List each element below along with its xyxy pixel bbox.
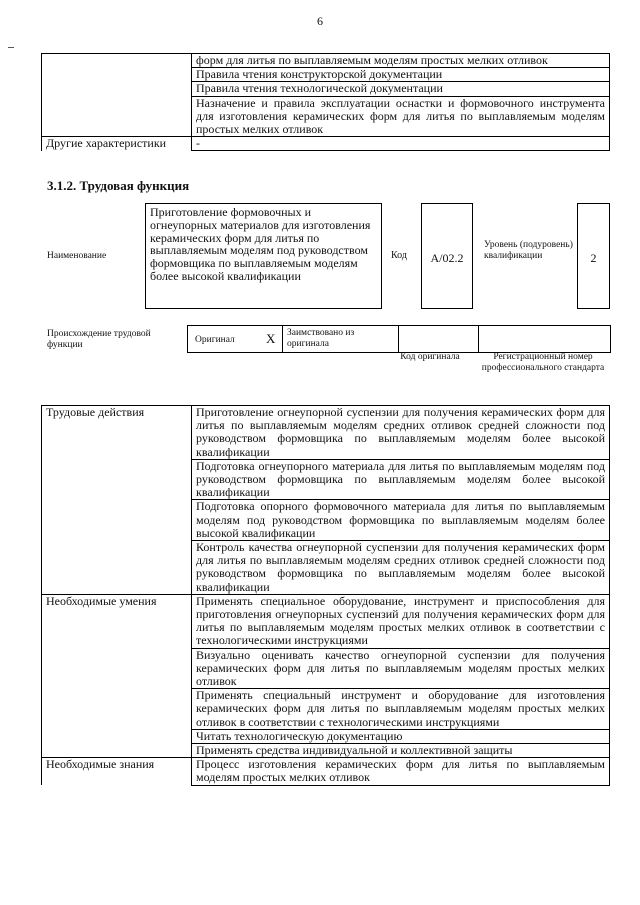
knowledge-item: Правила чтения технологической документации (192, 82, 610, 96)
empty-label-cell (42, 68, 192, 82)
margin-mark (8, 47, 14, 48)
qualification-level-box: 2 (577, 203, 610, 309)
table-row (42, 729, 610, 743)
skill-item: Визуально оценивать качество огнеупорной суспензии для получения керамических форм для литья по выплавляемым моделям простых мелких отливок (192, 648, 610, 689)
empty-label-cell (42, 54, 192, 68)
skill-item: Применять специальное оборудование, инструмент и приспособления для приготовления огнеупорных суспензий для получения керамических форм для литья по выплавляемым моделям простых мелких отливок в соответствии с технологическими инструкциями (192, 594, 610, 648)
origin-label: Происхождение трудовой функции (47, 329, 151, 350)
section-title: 3.1.2. Трудовая функция (47, 178, 190, 193)
table-row (42, 594, 610, 648)
function-name-box: Приготовление формовочных и огнеупорных материалов для изготовления керамических форм для литья по выплавляемым моделям под руководством формовщика по выплавляемым моделям более высокой квалификации (145, 203, 382, 309)
table-row (42, 406, 610, 460)
table-row (42, 500, 610, 541)
function-code-box: A/02.2 (421, 203, 473, 309)
table-row (42, 96, 610, 137)
empty-label-cell (42, 729, 192, 743)
empty-label-cell (42, 82, 192, 96)
table-row (42, 689, 610, 730)
table-row (42, 648, 610, 689)
table-row (42, 758, 610, 785)
skill-item: Применять средства индивидуальной и коллективной защиты (192, 744, 610, 758)
empty-label-cell (42, 500, 192, 541)
other-characteristics-value: - (192, 137, 610, 151)
labor-action-item: Подготовка огнеупорного материала для литья по выплавляемым моделям под руководством формовщика по выплавляемым моделям более высокой квалификации (192, 459, 610, 500)
labor-action-item: Приготовление огнеупорной суспензии для получения керамических форм для литья по выплавляемым моделям средних отливок средней сложности под руководством формовщика по выплавляемым моделям более высокой квалификации (192, 406, 610, 460)
empty-label-cell (42, 744, 192, 758)
origin-row (187, 325, 611, 353)
code-label: Код (391, 250, 407, 261)
knowledge-item: форм для литья по выплавляемым моделям простых мелких отливок (192, 54, 610, 68)
original-label: Оригинал (195, 335, 235, 345)
original-cell (187, 325, 283, 353)
empty-label-cell (42, 689, 192, 730)
section-label-labor-actions: Трудовые действия (42, 406, 192, 460)
original-code-cell (398, 325, 479, 353)
registration-number-label: Регистрационный номер профессионального стандарта (481, 352, 605, 373)
empty-label-cell (42, 459, 192, 500)
continued-characteristics-table (41, 53, 610, 151)
labor-function-table (41, 405, 610, 786)
table-row (42, 541, 610, 595)
name-label: Наименование (47, 251, 107, 261)
table-row (42, 68, 610, 82)
table-row (42, 744, 610, 758)
table-row (42, 54, 610, 68)
page-number: 6 (317, 14, 323, 28)
empty-label-cell (42, 96, 192, 137)
labor-action-item: Контроль качества огнеупорной суспензии для получения керамических форм для литья по выплавляемым моделям средних отливок средней сложности под руководством формовщика по выплавляемым моделям более высокой квалификации (192, 541, 610, 595)
table-row (42, 137, 610, 151)
section-label-required-skills: Необходимые умения (42, 594, 192, 648)
table-row (42, 82, 610, 96)
borrowed-label: Заимствовано из оригинала (287, 328, 355, 349)
empty-label-cell (42, 648, 192, 689)
skill-item: Читать технологическую документацию (192, 729, 610, 743)
original-mark: X (266, 331, 276, 346)
section-label-required-knowledge: Необходимые знания (42, 758, 192, 785)
other-characteristics-label: Другие характеристики (42, 137, 192, 151)
borrowed-cell (282, 325, 399, 353)
knowledge-item: Назначение и правила эксплуатации оснастки и формовочного инструмента для изготовления керамических форм для литья по выплавляемым моделям простых мелких отливок (192, 96, 610, 137)
skill-item: Применять специальный инструмент и оборудование для изготовления керамических форм для литья по выплавляемым моделям простых мелких отливок в соответствии с технологическими инструкциями (192, 689, 610, 730)
labor-action-item: Подготовка опорного формовочного материала для литья по выплавляемым моделям под руководством формовщика по выплавляемым моделям более высокой квалификации (192, 500, 610, 541)
table-row (42, 459, 610, 500)
knowledge-item: Правила чтения конструкторской документации (192, 68, 610, 82)
registration-number-cell (478, 325, 611, 353)
knowledge-item: Процесс изготовления керамических форм для литья по выплавляемым моделям простых мелких отливок (192, 758, 610, 785)
original-code-label: Код оригинала (400, 352, 460, 362)
empty-label-cell (42, 541, 192, 595)
qualification-level-label: Уровень (подуровень) квалификации (484, 240, 573, 261)
